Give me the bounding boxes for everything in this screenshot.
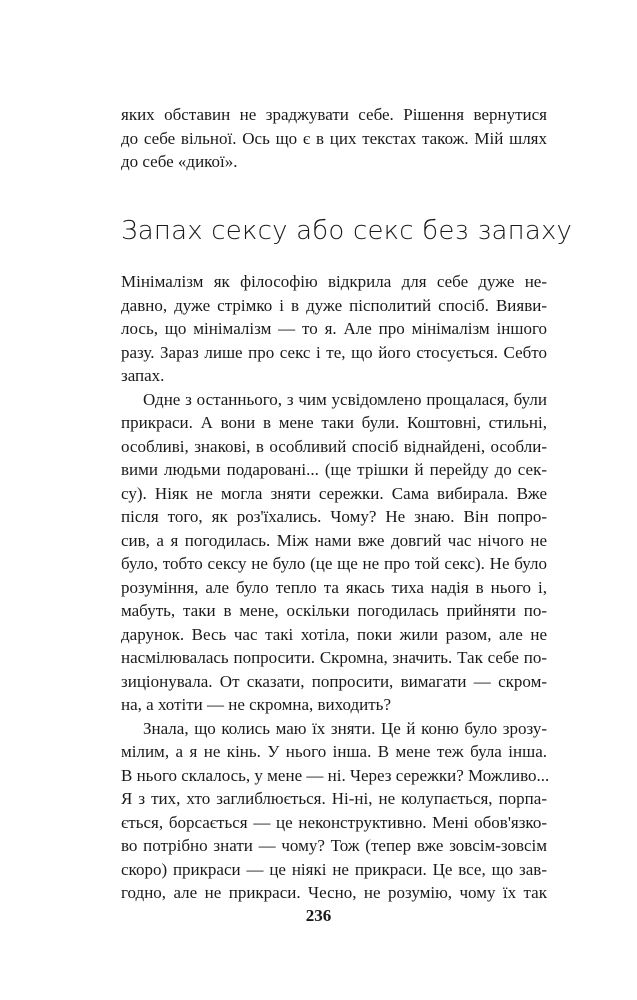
text-line: до себе «дикої».: [121, 152, 238, 171]
text-line: мабуть, таки в мене, оскільки погодилась прийняти по-: [121, 601, 547, 620]
text-line: мілим, а я не кінь. У нього інша. В мене теж була інша.: [121, 742, 547, 761]
text-line: прикраси. А вони в мене таки були. Коштовні, стильні,: [121, 413, 547, 432]
text-line: Я з тих, хто заглиблюється. Ні-ні, не колупається, порпа-: [121, 789, 547, 808]
text-line: сив, а я погодилась. Між нами вже довгий час нічого не: [121, 530, 547, 550]
body-text: [121, 270, 550, 905]
text-line: особливі, знакові, в особливий спосіб віднайдені, особли-: [121, 436, 547, 456]
text-line: ється, борсається — це неконструктивно. Мені обов'язко-: [121, 812, 547, 832]
text-line: насмілювалась попросити. Скромна, значить. Так себе по-: [121, 648, 547, 667]
text-line: во потрібно знати — чому? Тож (тепер вже зовсім-зовсім: [121, 836, 547, 855]
text-line: су). Ніяк не могла зняти сережки. Сама вибирала. Вже: [121, 483, 547, 503]
text-line: до себе вільної. Ось що є в цих текстах також. Мій шлях: [121, 128, 547, 148]
text-line: після того, як роз'їхались. Чому? Не знаю. Він попро-: [121, 507, 547, 526]
text-line: Одне з останнього, з чим усвідомлено прощалася, були: [143, 389, 547, 409]
text-line: Мінімалізм як філософію відкрила для себе дуже не-: [121, 272, 547, 291]
text-line: скоро) прикраси — це ніякі не прикраси. Це все, що зав-: [121, 859, 547, 879]
text-line: на, а хотіти — не скромна, виходить?: [121, 695, 391, 714]
text-line: разу. Зараз лише про секс і те, що його стосується. Себто: [121, 342, 547, 362]
intro-paragraph: [121, 103, 547, 174]
text-line: вими людьми подаровані... (ще трішки й перейду до сек-: [121, 460, 547, 479]
text-line: розуміння, але було тепло та якась тиха надія в нього і,: [121, 577, 547, 597]
text-line: Знала, що колись маю їх зняти. Це й коню було зрозу-: [143, 718, 547, 738]
text-line: зиціонувала. От сказати, попросити, вимагати — скром-: [121, 671, 547, 691]
text-line: давно, дуже стрімко і в дуже пісполитий спосіб. Вияви-: [121, 295, 547, 315]
text-line: дарунок. Весь час такі хотіла, поки жили разом, але не: [121, 624, 547, 644]
section-heading: Запах сексу або секс без запаху: [121, 216, 573, 246]
page-number: 236: [305, 906, 332, 925]
text-line: В нього склалось, у мене — ні. Через сережки? Можливо...: [121, 765, 550, 785]
text-line: лось, що мінімалізм — то я. Але про мінімалізм іншого: [121, 319, 547, 338]
text-line: було, тобто сексу не було (це ще не про той секс). Не було: [121, 554, 547, 573]
text-line: запах.: [121, 366, 165, 385]
text-line: яких обставин не зраджувати себе. Рішення вернутися: [121, 105, 547, 124]
text-line: годно, але не прикраси. Чесно, не розумію, чому їх так: [121, 883, 547, 902]
